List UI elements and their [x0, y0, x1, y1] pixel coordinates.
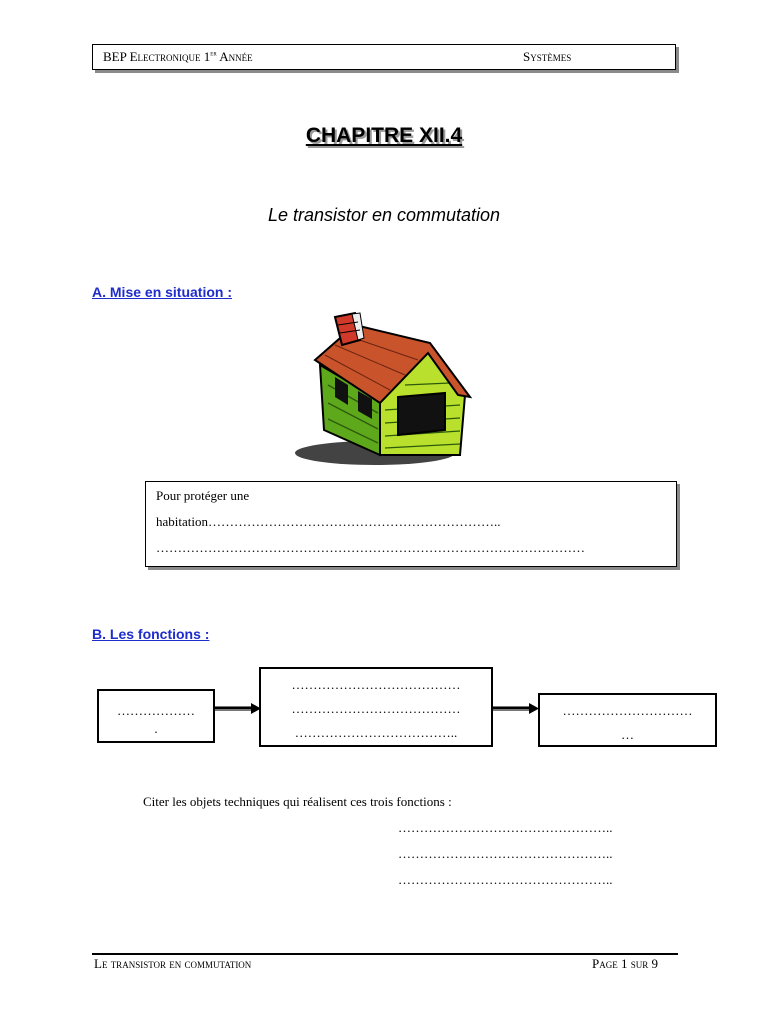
footer-page-number: Page 1 sur 9	[592, 956, 658, 971]
function-box-2	[259, 667, 493, 747]
function-box-2-line-1: …………………………………	[291, 677, 461, 692]
answer-line-3: …………………………………………..	[398, 872, 613, 887]
function-box-1-line-1: ………………	[117, 703, 195, 718]
function-box-3-line-2: …	[621, 727, 634, 742]
function-box-1	[97, 689, 215, 743]
function-box-3	[538, 693, 717, 747]
header-course: BEP Electronique 1er Année	[103, 49, 253, 64]
situation-line-3: ………………………………………………………………………………………	[156, 540, 585, 555]
arrow-right-icon	[215, 700, 261, 718]
page-header	[92, 44, 676, 70]
function-box-2-line-3: ………………………………..	[294, 725, 458, 740]
chapter-subtitle: Le transistor en commutation	[267, 205, 501, 225]
function-box-1-line-2: .	[154, 721, 158, 736]
footer-title: Le transistor en commutation	[94, 956, 252, 971]
situation-answer-box	[145, 481, 677, 567]
function-box-3-line-1: …………………………	[562, 703, 693, 718]
arrow-right-icon	[493, 700, 539, 718]
header-subject: Systèmes	[523, 49, 572, 64]
section-b-heading: B. Les fonctions :	[92, 626, 210, 642]
chapter-title: CHAPITRE XII.4	[305, 124, 463, 147]
answer-line-1: …………………………………………..	[398, 820, 613, 835]
section-a-heading: A. Mise en situation :	[92, 284, 233, 300]
cite-instruction: Citer les objets techniques qui réalisent ces trois fonctions :	[143, 794, 452, 809]
situation-line-2: habitation…………………………………………………………..	[156, 514, 501, 529]
situation-line-1: Pour protéger une	[156, 488, 250, 503]
answer-line-2: …………………………………………..	[398, 846, 613, 861]
function-box-2-line-2: …………………………………	[291, 701, 461, 716]
footer-divider	[92, 953, 678, 955]
house-illustration	[280, 305, 480, 470]
